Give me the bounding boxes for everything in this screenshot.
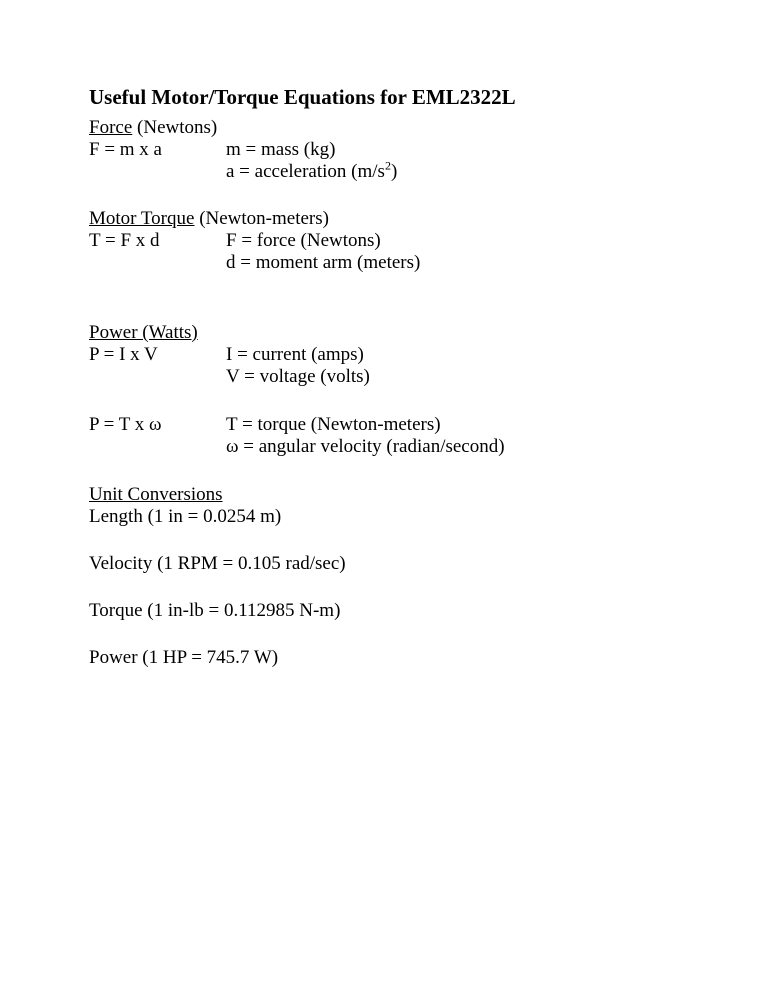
acceleration-close: ): [390, 161, 398, 182]
force-equation: F = m x a: [89, 139, 162, 160]
power-def-current: I = current (amps): [226, 344, 364, 365]
page-title: Useful Motor/Torque Equations for EML2322L: [89, 85, 516, 109]
torque-heading: Motor Torque: [89, 208, 195, 229]
conversion-velocity: Velocity (1 RPM = 0.105 rad/sec): [89, 553, 346, 574]
force-def-acceleration: [226, 158, 398, 183]
power-def-voltage: V = voltage (volts): [226, 366, 370, 387]
acceleration-text: a = acceleration (m/s: [226, 161, 385, 182]
power-def-torque: T = torque (Newton-meters): [226, 414, 441, 435]
torque-unit: (Newton-meters): [194, 208, 329, 229]
conversion-power: Power (1 HP = 745.7 W): [89, 647, 279, 668]
power-equation-electrical: P = I x V: [89, 344, 158, 365]
force-unit: (Newtons): [132, 117, 218, 138]
force-def-mass: m = mass (kg): [226, 139, 336, 160]
conversion-torque: Torque (1 in-lb = 0.112985 N-m): [89, 600, 341, 621]
acceleration-exponent: 2: [384, 158, 391, 173]
force-heading-line: [89, 117, 217, 139]
conversions-heading: Unit Conversions: [89, 484, 223, 505]
power-equation-mechanical: P = T x ω: [89, 414, 162, 435]
power-heading: Power (Watts): [89, 322, 198, 343]
conversion-length: Length (1 in = 0.0254 m): [89, 506, 282, 527]
torque-heading-line: [89, 208, 329, 230]
power-def-angular-velocity: ω = angular velocity (radian/second): [226, 436, 505, 457]
force-heading: Force: [89, 117, 133, 138]
torque-def-moment-arm: d = moment arm (meters): [226, 252, 421, 273]
torque-equation: T = F x d: [89, 230, 160, 251]
torque-def-force: F = force (Newtons): [226, 230, 381, 251]
